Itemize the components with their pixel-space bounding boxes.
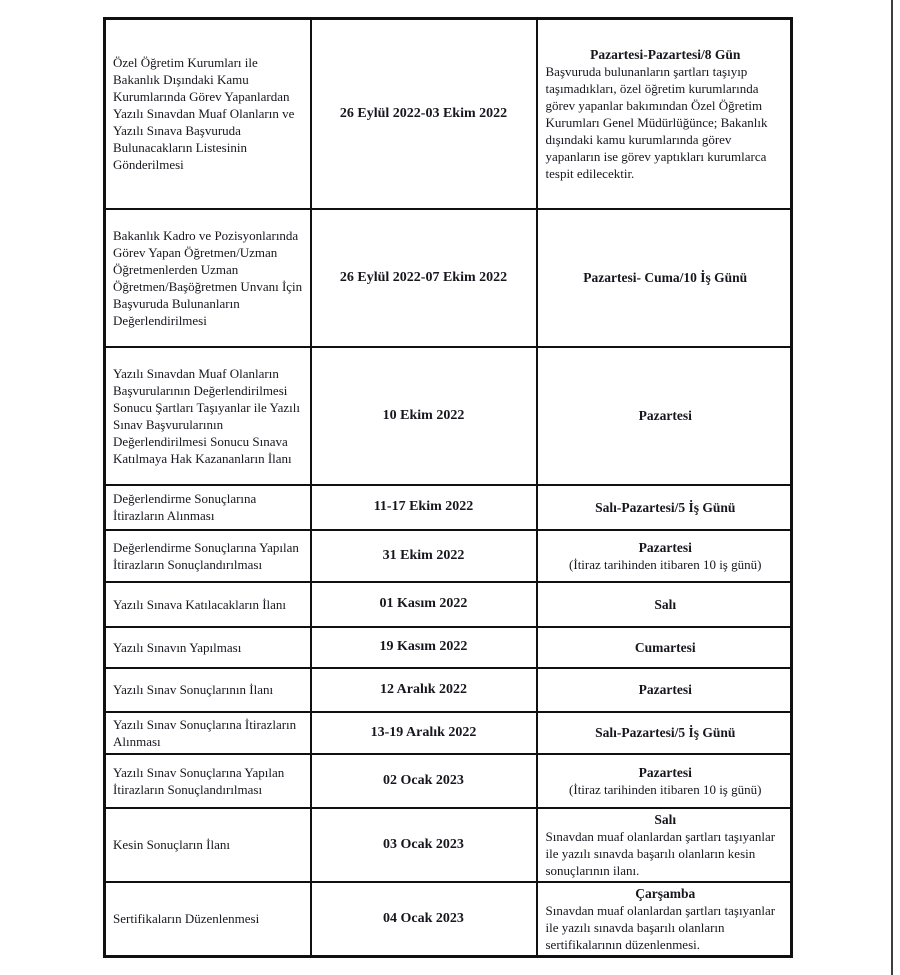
activity-text: Yazılı Sınav Sonuçlarına İtirazların Alınması bbox=[113, 716, 297, 749]
day-cell bbox=[537, 712, 792, 754]
date-cell bbox=[311, 712, 537, 754]
activity-text: Değerlendirme Sonuçlarına İtirazların Alınması bbox=[113, 491, 257, 523]
table-row bbox=[105, 582, 792, 627]
day-note-text: (İtiraz tarihinden itibaren 10 iş günü) bbox=[569, 781, 762, 797]
activity-cell bbox=[105, 712, 311, 754]
date-cell bbox=[311, 582, 537, 627]
date-cell bbox=[311, 347, 537, 485]
date-cell bbox=[311, 627, 537, 668]
activity-cell bbox=[105, 347, 311, 485]
day-cell bbox=[537, 19, 792, 209]
table-row bbox=[105, 485, 792, 530]
exam-calendar-table bbox=[103, 17, 793, 958]
activity-cell bbox=[105, 808, 311, 882]
date-cell bbox=[311, 485, 537, 530]
date-cell bbox=[311, 668, 537, 712]
date-cell bbox=[311, 882, 537, 957]
table-row bbox=[105, 882, 792, 957]
table-row bbox=[105, 347, 792, 485]
date-text: 10 Ekim 2022 bbox=[382, 407, 465, 423]
table-row bbox=[105, 627, 792, 668]
date-text: 12 Aralık 2022 bbox=[379, 681, 468, 697]
date-text: 26 Eylül 2022-07 Ekim 2022 bbox=[339, 269, 508, 285]
activity-text: Yazılı Sınav Sonuçlarının İlanı bbox=[113, 682, 274, 697]
activity-cell bbox=[105, 627, 311, 668]
activity-text: Yazılı Sınava Katılacakların İlanı bbox=[113, 596, 287, 612]
date-text: 26 Eylül 2022-03 Ekim 2022 bbox=[339, 105, 508, 121]
date-cell bbox=[311, 808, 537, 882]
day-cell bbox=[537, 347, 792, 485]
day-cell bbox=[537, 627, 792, 668]
date-text: 03 Ocak 2023 bbox=[383, 836, 464, 852]
day-text: Pazartesi bbox=[638, 764, 692, 780]
day-cell bbox=[537, 209, 792, 347]
day-text: Salı-Pazartesi/5 İş Günü bbox=[595, 725, 736, 740]
day-cell bbox=[537, 582, 792, 627]
activity-text: Yazılı Sınavdan Muaf Olanların Başvurularının Değerlendirilmesi Sonucu Şartları Taşıyanlar ile Yazılı Sınav Başvurularının Değerlendirilmesi Sonucu Sınava Katılmaya Hak Kazananların İlanı bbox=[113, 365, 300, 466]
day-text: Pazartesi- Cuma/10 İş Günü bbox=[583, 270, 748, 285]
day-note-text: Sınavdan muaf olanlardan şartları taşıyanlar ile yazılı sınavda başarılı olanların kesin sonuçlarının ilanı. bbox=[545, 828, 776, 878]
day-cell bbox=[537, 485, 792, 530]
activity-text: Özel Öğretim Kurumları ile Bakanlık Dışındaki Kamu Kurumlarında Görev Yapanlardan Yazılı Sınavdan Muaf Olanların ve Yazılı Sınava Başvuruda Bulunacakların Listesinin Gönderilmesi bbox=[113, 55, 295, 173]
page-edge-line bbox=[891, 0, 893, 975]
date-cell bbox=[311, 19, 537, 209]
date-text: 11-17 Ekim 2022 bbox=[373, 499, 474, 514]
day-cell bbox=[537, 882, 792, 957]
day-text: Pazartesi bbox=[638, 408, 692, 423]
activity-text: Yazılı Sınav Sonuçlarına Yapılan İtirazların Sonuçlandırılması bbox=[113, 764, 285, 797]
date-text: 31 Ekim 2022 bbox=[382, 547, 465, 563]
activity-cell bbox=[105, 209, 311, 347]
day-cell bbox=[537, 668, 792, 712]
day-note-text: (İtiraz tarihinden itibaren 10 iş günü) bbox=[569, 556, 762, 572]
day-note-text: Başvuruda bulunanların şartları taşıyıp taşımadıkları, özel öğretim kurumlarında görev yapanlar bakımından Özel Öğretim Kurumları Genel Müdürlüğünce; Bakanlık dışındaki kamu kurumlarında görev yapanların ise görev yaptıkları kurumlarca tespit edilecektir. bbox=[545, 63, 768, 181]
activity-text: Değerlendirme Sonuçlarına Yapılan İtirazların Sonuçlandırılması bbox=[113, 539, 299, 572]
day-cell bbox=[537, 808, 792, 882]
day-cell bbox=[537, 754, 792, 808]
activity-cell bbox=[105, 485, 311, 530]
day-text: Salı bbox=[654, 596, 677, 612]
day-text: Çarşamba bbox=[635, 885, 696, 901]
activity-cell bbox=[105, 19, 311, 209]
date-text: 04 Ocak 2023 bbox=[383, 910, 464, 926]
table-row bbox=[105, 668, 792, 712]
activity-text: Kesin Sonuçların İlanı bbox=[113, 837, 230, 852]
day-cell bbox=[537, 530, 792, 582]
table-row bbox=[105, 19, 792, 209]
date-text: 01 Kasım 2022 bbox=[379, 596, 468, 611]
activity-cell bbox=[105, 882, 311, 957]
date-cell bbox=[311, 530, 537, 582]
table-row bbox=[105, 209, 792, 347]
day-text: Pazartesi bbox=[638, 682, 692, 697]
day-text: Salı bbox=[654, 811, 677, 827]
table-row bbox=[105, 808, 792, 882]
date-cell bbox=[311, 754, 537, 808]
date-cell bbox=[311, 209, 537, 347]
activity-text: Bakanlık Kadro ve Pozisyonlarında Görev Yapan Öğretmen/Uzman Öğretmenlerden Uzman Öğretmen/Başöğretmen Unvanı İçin Başvuruda Bulunanların Değerlendirilmesi bbox=[113, 227, 303, 328]
activity-cell bbox=[105, 530, 311, 582]
activity-text: Sertifikaların Düzenlenmesi bbox=[113, 911, 260, 926]
activity-cell bbox=[105, 668, 311, 712]
date-text: 13-19 Aralık 2022 bbox=[370, 724, 477, 740]
activity-cell bbox=[105, 754, 311, 808]
day-note-text: Sınavdan muaf olanlardan şartları taşıyanlar ile yazılı sınavda başarılı olanların sertifikalarının düzenlenmesi. bbox=[545, 902, 776, 952]
day-text: Pazartesi-Pazartesi/8 Gün bbox=[590, 46, 741, 62]
table-body bbox=[105, 19, 792, 957]
day-text: Salı-Pazartesi/5 İş Günü bbox=[595, 499, 736, 515]
day-text: Pazartesi bbox=[638, 539, 692, 555]
activity-text: Yazılı Sınavın Yapılması bbox=[113, 639, 242, 655]
date-text: 02 Ocak 2023 bbox=[383, 772, 464, 788]
table-row bbox=[105, 530, 792, 582]
table-row bbox=[105, 754, 792, 808]
day-text: Cumartesi bbox=[634, 639, 696, 655]
activity-cell bbox=[105, 582, 311, 627]
table-row bbox=[105, 712, 792, 754]
date-text: 19 Kasım 2022 bbox=[379, 639, 468, 654]
